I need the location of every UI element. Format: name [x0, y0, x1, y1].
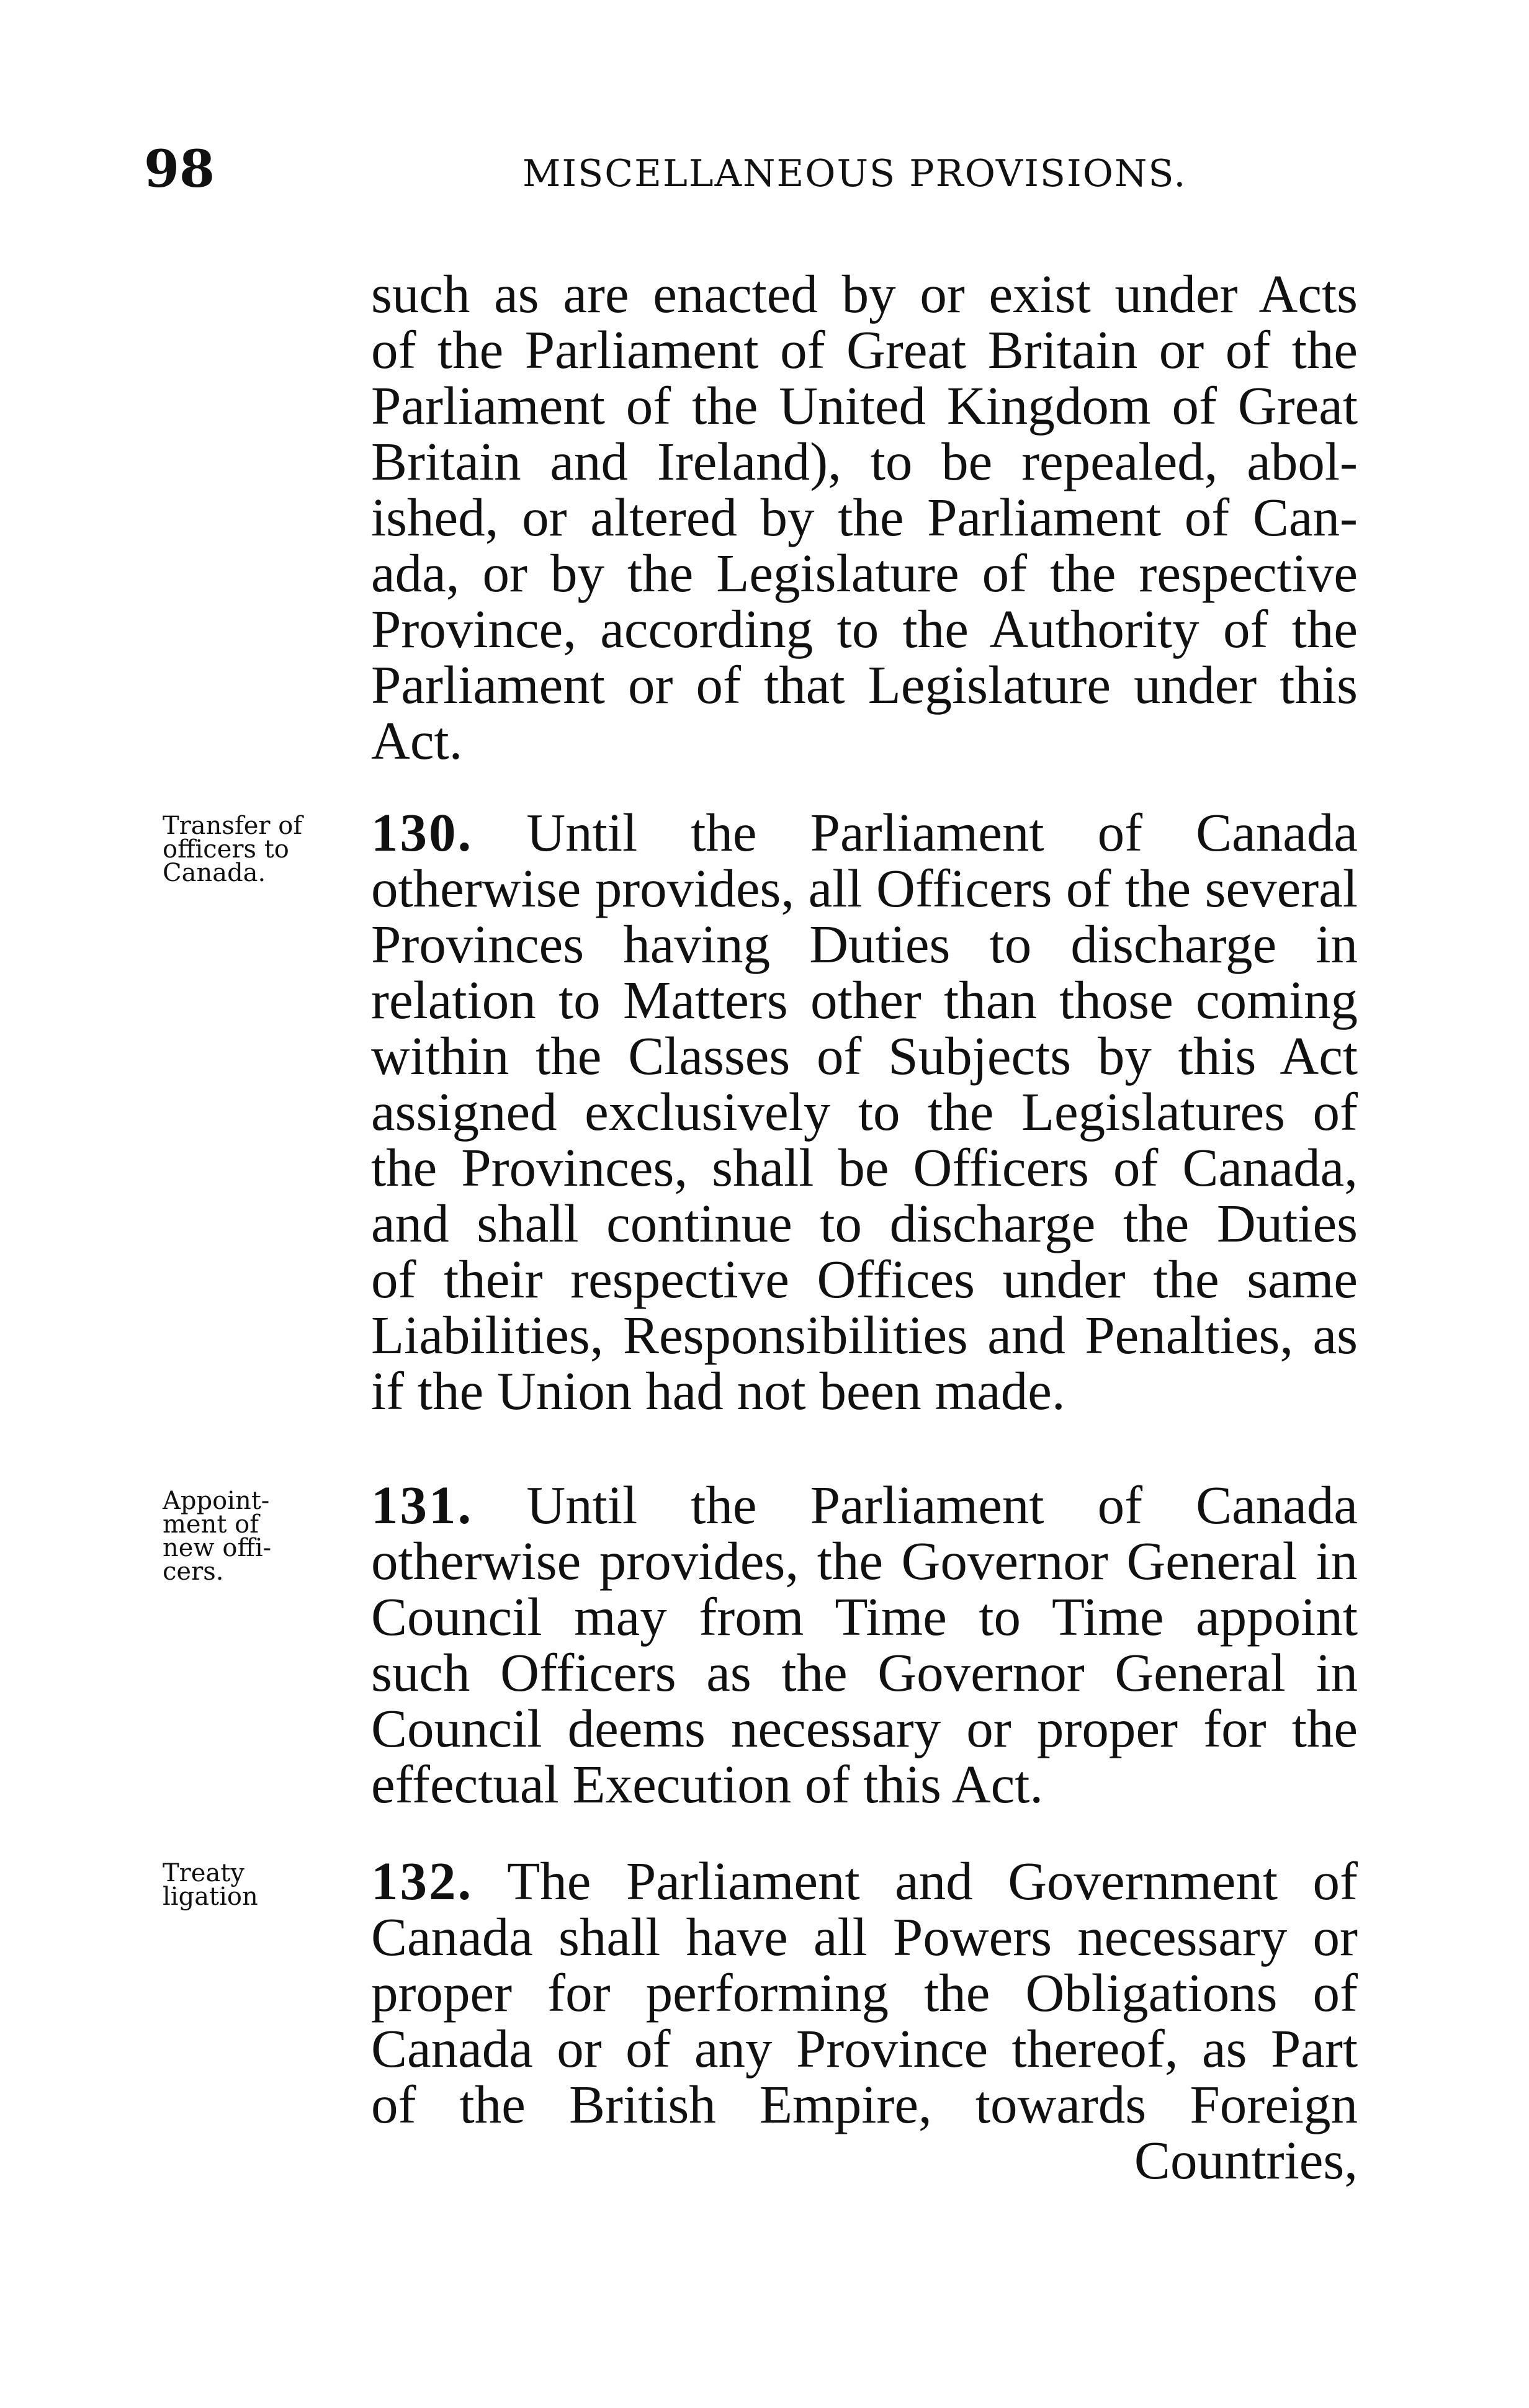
catchword-line: Countries,: [1134, 2130, 1358, 2190]
text-line: Council may from Time to Time appoint: [371, 1587, 1358, 1647]
text-line: Canada or of any Province thereof, as Part: [371, 2018, 1358, 2079]
text-line: of the British Empire, towards Foreign: [371, 2074, 1358, 2134]
side-note: [163, 1487, 355, 1586]
side-note-line: Canada.: [163, 859, 266, 887]
side-note: [163, 1861, 355, 1909]
section-first-line: [371, 1851, 1358, 1911]
section-first-line-text: Until the Parliament of Canada: [473, 802, 1358, 862]
page-number: 98: [144, 140, 215, 199]
side-note-line: cers.: [163, 1557, 224, 1586]
text-line: effectual Execution of this Act.: [371, 1754, 1044, 1814]
side-note-line: ligation: [163, 1882, 258, 1911]
text-line: Liabilities, Responsibilities and Penalties, as: [371, 1305, 1358, 1365]
text-line: if the Union had not been made.: [371, 1361, 1065, 1421]
running-title: MISCELLANEOUS PROVISIONS.: [522, 152, 1187, 195]
text-line: Act.: [371, 710, 463, 771]
text-line: ished, or altered by the Parliament of Can-: [371, 487, 1358, 547]
text-line: proper for performing the Obligations of: [371, 1963, 1358, 2023]
text-line: assigned exclusively to the Legislatures of: [371, 1081, 1358, 1142]
side-note-line: Transfer of: [163, 812, 303, 840]
text-line: of the Parliament of Great Britain or of the: [371, 320, 1358, 380]
side-note-line: Treaty: [163, 1859, 244, 1887]
text-line: relation to Matters other than those coming: [371, 970, 1358, 1030]
text-line: Britain and Ireland), to be repealed, abol-: [371, 431, 1358, 491]
text-line: such Officers as the Governor General in: [371, 1642, 1358, 1703]
text-line: Parliament of the United Kingdom of Great: [371, 375, 1358, 436]
side-note-line: new offi-: [163, 1534, 272, 1562]
section-first-line-text: Until the Parliament of Canada: [473, 1475, 1358, 1535]
text-line: Council deems necessary or proper for the: [371, 1698, 1358, 1758]
section-number: 131.: [371, 1475, 473, 1535]
text-line: otherwise provides, the Governor General in: [371, 1531, 1358, 1591]
text-line: Parliament or of that Legislature under this: [371, 655, 1358, 715]
side-note: [163, 814, 355, 885]
side-note-line: Appoint-: [163, 1487, 270, 1515]
text-line: ada, or by the Legislature of the respective: [371, 543, 1358, 603]
text-line: within the Classes of Subjects by this Act: [371, 1026, 1358, 1086]
text-line: Provinces having Duties to discharge in: [371, 914, 1358, 974]
text-line: Canada shall have all Powers necessary or: [371, 1907, 1358, 1967]
text-line: the Provinces, shall be Officers of Canada,: [371, 1137, 1358, 1197]
text-line: otherwise provides, all Officers of the several: [371, 858, 1358, 918]
side-note-line: officers to: [163, 835, 289, 864]
text-line: and shall continue to discharge the Duties: [371, 1193, 1358, 1253]
side-note-line: ment of: [163, 1510, 259, 1539]
section-first-line: [371, 802, 1358, 862]
text-line: Province, according to the Authority of the: [371, 599, 1358, 659]
section-first-line: [371, 1475, 1358, 1535]
section-number: 130.: [371, 802, 473, 862]
section-first-line-text: The Parliament and Government of: [473, 1851, 1358, 1911]
text-line: such as are enacted by or exist under Acts: [371, 264, 1358, 324]
text-line: of their respective Offices under the same: [371, 1249, 1358, 1309]
section-number: 132.: [371, 1851, 473, 1911]
